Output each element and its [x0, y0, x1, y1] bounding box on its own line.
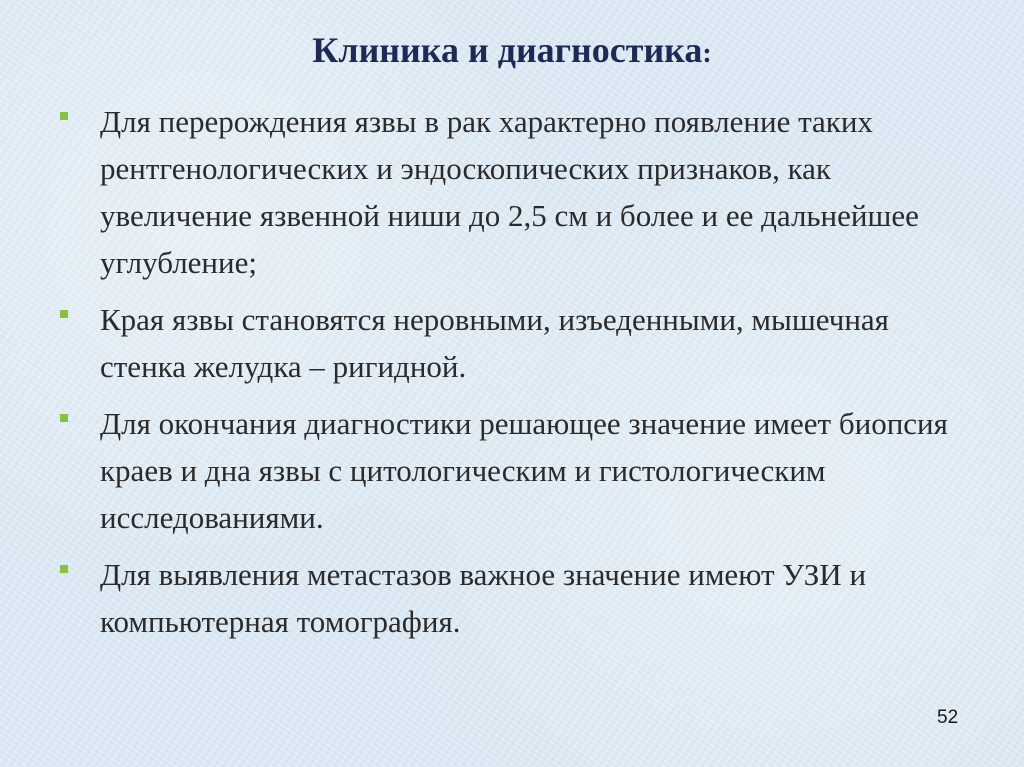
bullet-text: Края язвы становятся неровными, изъеденными, мышечная стенка желудка – ригидной.	[100, 302, 889, 384]
slide-title-text: Клиника и диагностика	[312, 30, 703, 70]
page-number: 52	[937, 707, 959, 728]
bullet-item	[58, 98, 978, 286]
bullet-item	[58, 551, 978, 645]
square-bullet-icon	[60, 414, 68, 422]
square-bullet-icon	[60, 310, 68, 318]
bullet-text: Для выявления метастазов важное значение имеют УЗИ и компьютерная томография.	[100, 557, 867, 639]
bullet-item	[58, 296, 978, 390]
square-bullet-icon	[60, 565, 68, 573]
square-bullet-icon	[60, 112, 68, 120]
bullet-text: Для перерождения язвы в рак характерно появление таких рентгенологических и эндоскопических признаков, как увеличение язвенной ниши до 2,5 см и более и ее дальнейшее углубление;	[100, 104, 919, 280]
slide-title-colon: :	[702, 38, 712, 69]
bullet-text: Для окончания диагностики решающее значение имеет биопсия краев и дна язвы с цитологическим и гистологическим исследованиями.	[100, 406, 948, 535]
bullet-item	[58, 400, 978, 541]
slide-title	[0, 28, 1024, 76]
bullet-list	[58, 98, 978, 655]
